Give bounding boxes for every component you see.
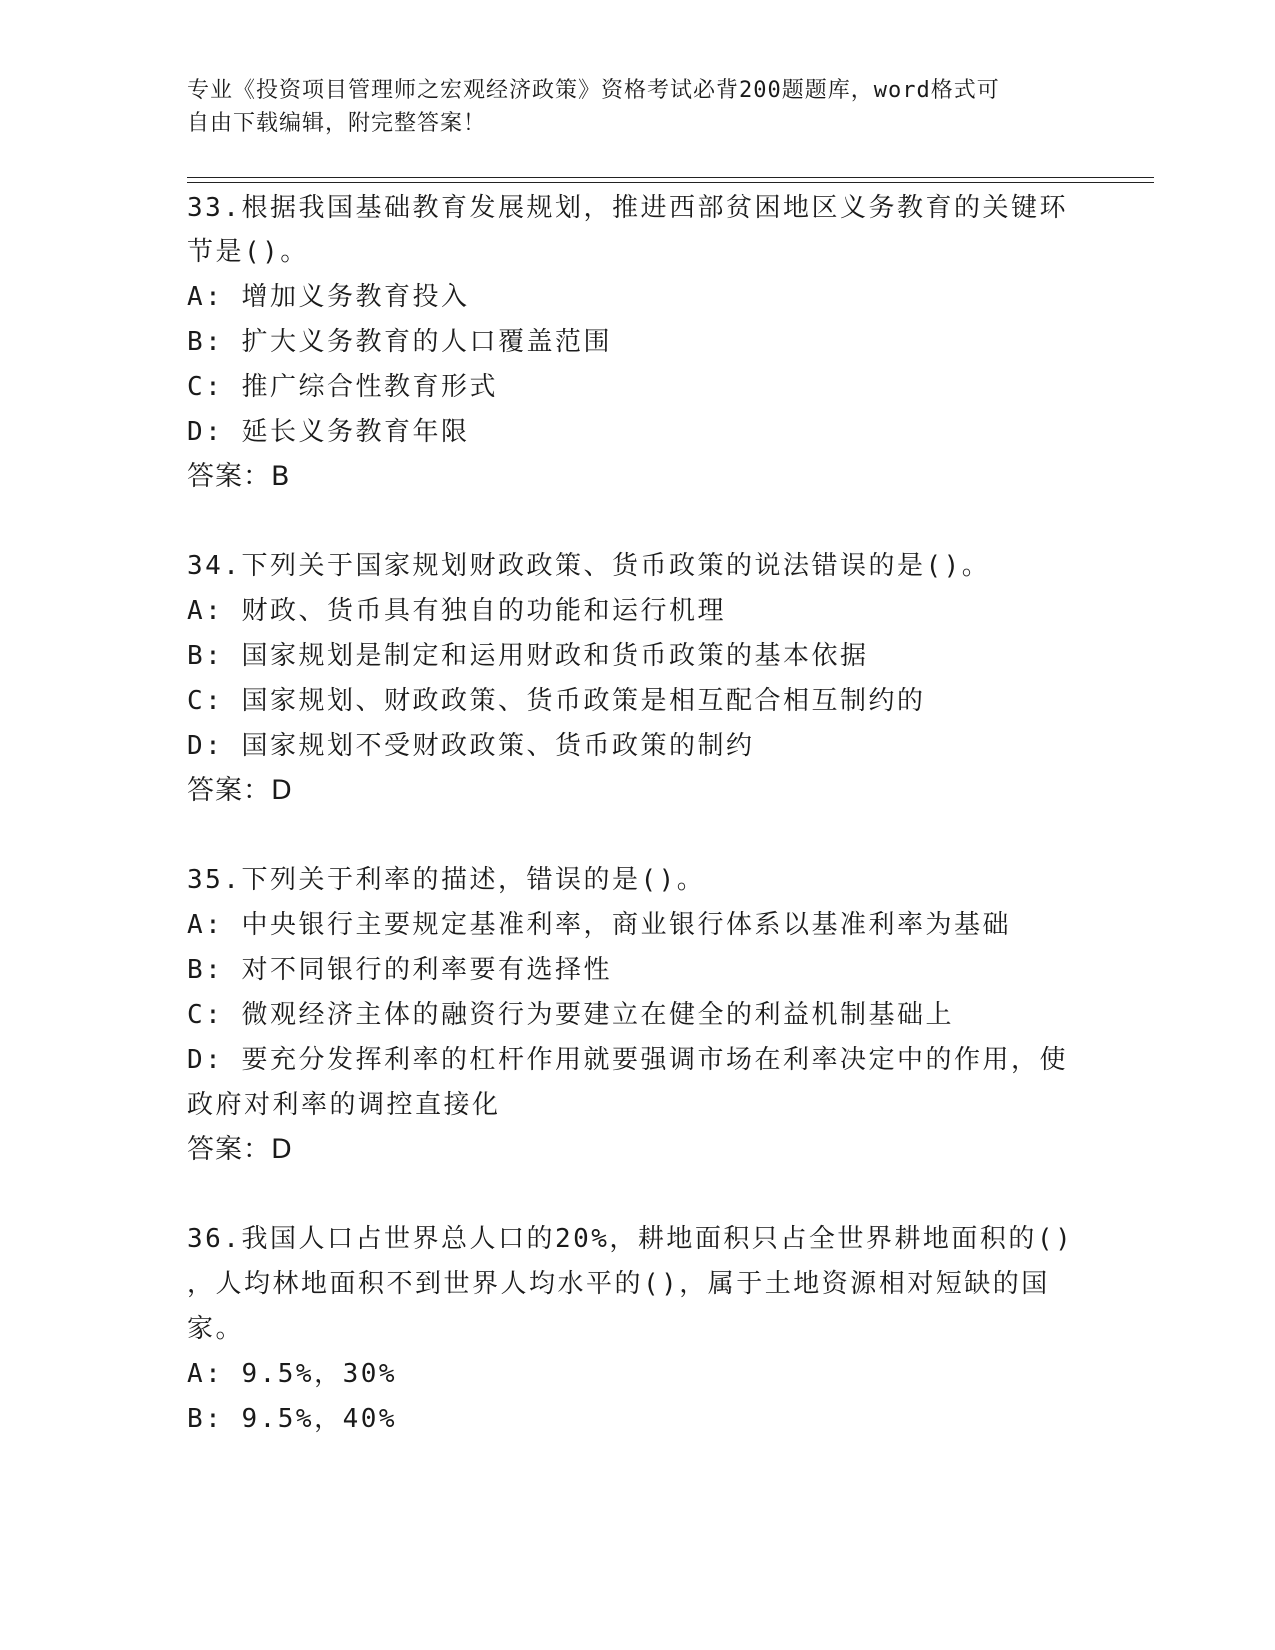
question-34-answer: 答案：D: [187, 775, 293, 806]
question-36-stem-line-3: 家。: [187, 1314, 245, 1344]
question-35-option-d-line-2: 政府对利率的调控直接化: [187, 1090, 501, 1120]
question-35-stem-line-1: 35.下列关于利率的描述，错误的是()。: [187, 865, 706, 895]
question-35-option-b: B: 对不同银行的利率要有选择性: [187, 955, 612, 985]
question-35-option-a: A: 中央银行主要规定基准利率，商业银行体系以基准利率为基础: [187, 910, 1011, 940]
question-36-stem-line-1: 36.我国人口占世界总人口的20%，耕地面积只占全世界耕地面积的(): [187, 1224, 1074, 1254]
question-33-option-a: A: 增加义务教育投入: [187, 282, 470, 312]
question-36-stem-line-2: ，人均林地面积不到世界人均水平的()，属于土地资源相对短缺的国: [187, 1269, 1050, 1299]
question-33-stem-line-1: 33.根据我国基础教育发展规划，推进西部贫困地区义务教育的关键环: [187, 193, 1068, 223]
document-header: [187, 74, 1087, 140]
header-line-1: 专业《投资项目管理师之宏观经济政策》资格考试必背200题题库，word格式可: [187, 78, 1000, 103]
question-33-answer: 答案：B: [187, 461, 291, 492]
header-rule-bottom: [187, 182, 1154, 183]
question-35-option-c: C: 微观经济主体的融资行为要建立在健全的利益机制基础上: [187, 1000, 954, 1030]
question-34-option-a: A: 财政、货币具有独自的功能和运行机理: [187, 596, 726, 626]
question-34-option-c: C: 国家规划、财政政策、货币政策是相互配合相互制约的: [187, 686, 926, 716]
question-36-option-a: A: 9.5%，30%: [187, 1359, 398, 1389]
question-33-option-b: B: 扩大义务教育的人口覆盖范围: [187, 327, 612, 357]
question-33-option-c: C: 推广综合性教育形式: [187, 372, 498, 402]
question-34-option-b: B: 国家规划是制定和运用财政和货币政策的基本依据: [187, 641, 869, 671]
question-33-option-d: D: 延长义务教育年限: [187, 417, 470, 447]
header-line-2: 自由下载编辑，附完整答案！: [187, 111, 487, 136]
question-36-option-b: B: 9.5%，40%: [187, 1404, 398, 1434]
question-35-answer: 答案：D: [187, 1134, 293, 1165]
question-34-stem-line-1: 34.下列关于国家规划财政政策、货币政策的说法错误的是()。: [187, 551, 991, 581]
question-34-option-d: D: 国家规划不受财政政策、货币政策的制约: [187, 731, 755, 761]
header-rule-top: [187, 177, 1154, 178]
question-35-option-d-line-1: D: 要充分发挥利率的杠杆作用就要强调市场在利率决定中的作用，使: [187, 1045, 1068, 1075]
question-33-stem-line-2: 节是()。: [187, 237, 309, 267]
